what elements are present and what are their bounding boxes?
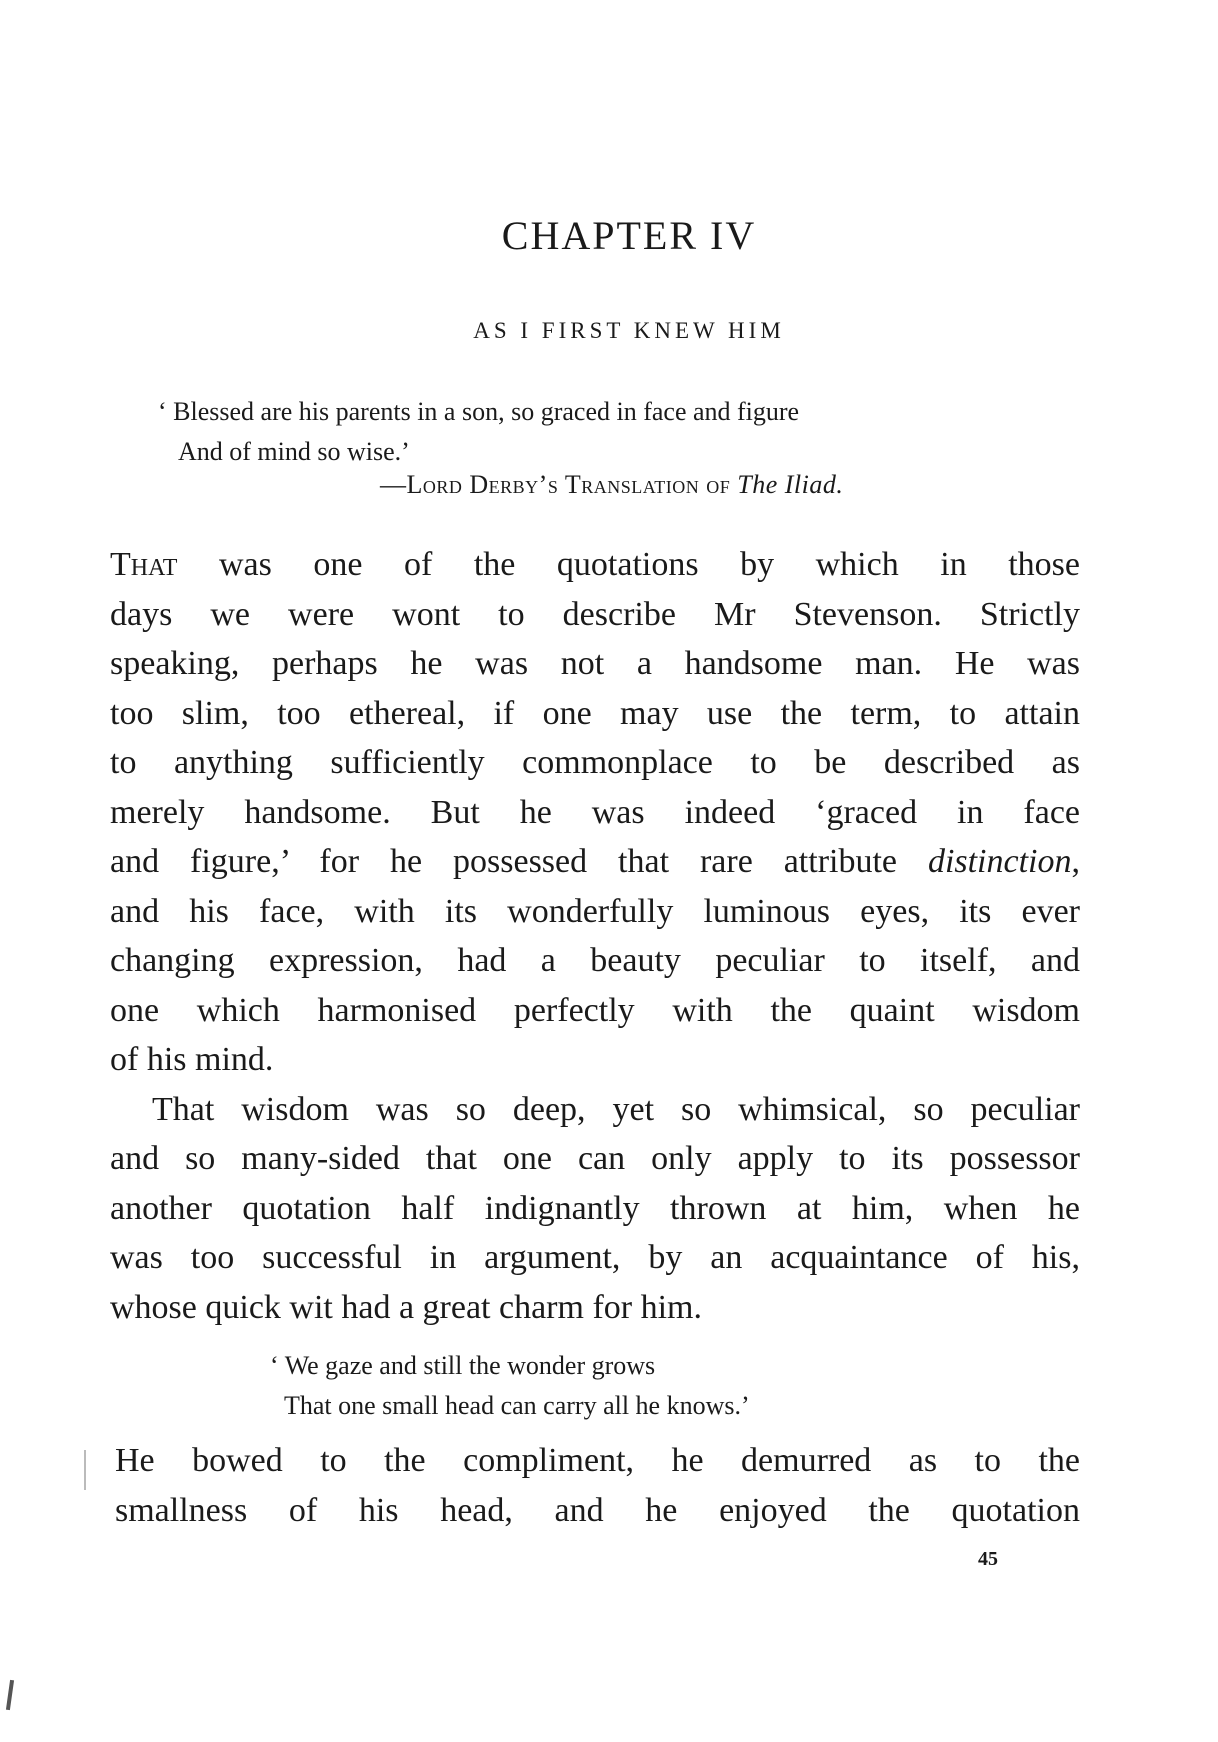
chapter-subtitle: AS I FIRST KNEW HIM — [473, 318, 785, 343]
text-line: of his mind. — [110, 1041, 274, 1078]
epigraph-attribution — [380, 470, 1060, 500]
text-line: whose quick wit had a great charm for him. — [110, 1288, 702, 1326]
epigraph — [158, 392, 1058, 472]
margin-mark — [84, 1450, 86, 1490]
chapter-title: CHAPTER IV — [501, 213, 757, 258]
verse-line-2: That one small head can carry all he knows.’ — [284, 1391, 750, 1420]
paragraph-lead-word: That — [110, 546, 178, 583]
text-line: one which harmonised perfectly with the quaint wisdom — [110, 991, 1080, 1029]
page-number: 45 — [978, 1548, 998, 1570]
epigraph-line-1: ‘ Blessed are his parents in a son, so graced in face and figure — [158, 397, 800, 426]
text-line: merely handsome. But he was indeed ‘graced in face — [110, 793, 1080, 831]
epigraph-line-2: And of mind so wise.’ — [178, 437, 410, 466]
text-line: and figure,’ for he possessed that rare attribute — [110, 843, 928, 880]
corner-mark — [6, 1680, 14, 1710]
text-line: and his face, with its wonderfully luminous eyes, its ever — [110, 892, 1080, 930]
paragraph-3 — [115, 1436, 1080, 1535]
text-line: was one of the quotations by which in those — [177, 546, 1080, 583]
verse-line-1: ‘ We gaze and still the wonder grows — [270, 1351, 656, 1380]
text-line: another quotation half indignantly thrown at him, when he — [110, 1189, 1080, 1227]
text-line: days we were wont to describe Mr Stevenson. Strictly — [110, 595, 1080, 633]
inline-verse — [270, 1346, 970, 1426]
text-line: too slim, too ethereal, if one may use the term, to attain — [110, 694, 1080, 732]
attribution-text: —Lord Derby’s Translation of — [380, 470, 738, 499]
punctuation: , — [1071, 843, 1080, 880]
text-line: He bowed to the compliment, he demurred as to the — [115, 1442, 1080, 1479]
text-line: smallness of his head, and he enjoyed the quotation — [115, 1491, 1080, 1529]
text-line: was too successful in argument, by an acquaintance of his, — [110, 1239, 1080, 1276]
text-line: That wisdom was so deep, yet so whimsical, so peculiar — [152, 1090, 1080, 1128]
italic-word: distinction — [927, 843, 1072, 880]
text-line: changing expression, had a beauty peculiar to itself, and — [110, 942, 1080, 979]
paragraph-1 — [110, 540, 1080, 1332]
text-line: to anything sufficiently commonplace to be described as — [110, 744, 1080, 781]
attribution-work-title: The Iliad. — [737, 470, 844, 499]
text-line: speaking, perhaps he was not a handsome man. He was — [110, 645, 1080, 682]
text-line: and so many-sided that one can only apply to its possessor — [110, 1140, 1080, 1177]
